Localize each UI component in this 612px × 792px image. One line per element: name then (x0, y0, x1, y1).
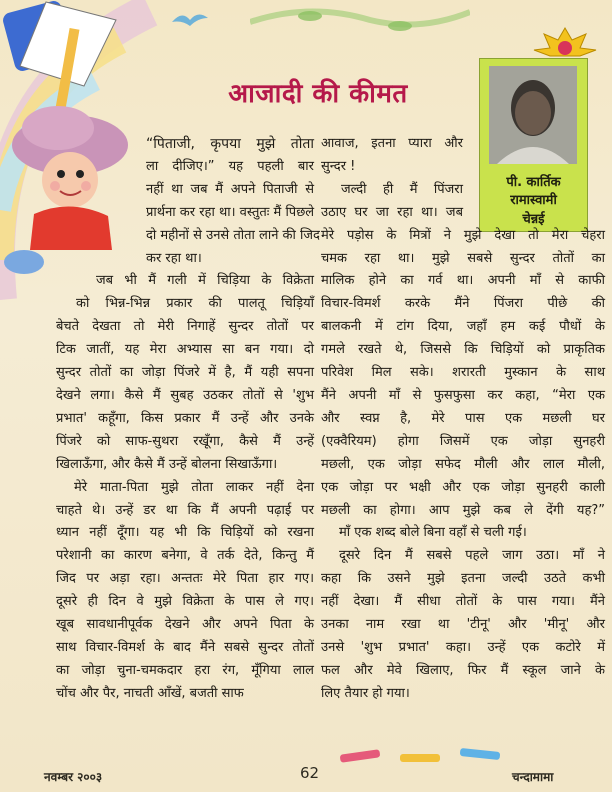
text-line: को भिन्न-भिन्न प्रकार की पालतू चिड़ियाँ (76, 296, 314, 312)
text-line: (एक्वैरियम) होगा जिसमें एक जोड़ा सुनहरी (321, 433, 605, 449)
text-line: कर रहा था। (146, 250, 202, 266)
author-name: पी. कार्तिक (506, 175, 561, 190)
text-line: मछली का होगा। आप मुझे कब ले देंगी यह?” (321, 502, 605, 518)
text-line: उनसे 'शुभ प्रभात' कहा। उन्हें एक कटोरे में (321, 639, 605, 655)
text-line: उनका नाम रखा था 'टीनू' और 'मीनू' और (321, 617, 605, 633)
bird-icon (170, 8, 210, 30)
text-line: परिवेश मिल सके। शरारती मुस्कान के साथ (321, 365, 605, 381)
text-line: जब भी मैं गली में चिड़िया के विक्रेता (96, 273, 314, 289)
leaf-decoration (250, 2, 470, 44)
text-line: नहीं देखा। मैं सीधा तोतों के पास गया। मैंने (321, 594, 605, 610)
text-line: और स्वप्न है, मेरे पास एक मछली घर (321, 410, 605, 426)
text-line: बालकनी में टांग दिया, जहाँ हम कई पौधों के (321, 319, 605, 335)
text-line: माँ एक शब्द बोले बिना वहाँ से चली गई। (339, 525, 527, 541)
author-city: चेन्नई (522, 212, 545, 227)
text-line: टिक जातीं, यह मेरा अभ्यास सा बन गया। दो (56, 342, 314, 358)
text-line: साथ विचार-विमर्श के बाद मैंने सबसे सुन्दर तोतों (56, 639, 314, 655)
text-line: कहा कि उसने मुझे इतना जल्दी उठते कभी (321, 571, 605, 587)
text-line: गमले रखते थे, जिससे कि चिड़ियों को प्राकृतिक (321, 342, 605, 358)
text-line: दूसरे ही दिन वे मुझे विक्रेता के पास ले गए। (56, 594, 314, 610)
text-line: लिए तैयार हो गया। (321, 685, 410, 701)
text-line: मेरे माता-पिता मुझे तोता लाकर नहीं देना (74, 479, 314, 495)
text-line: फल और मेवे खिलाए, फिर मैं स्कूल जाने के (321, 662, 605, 678)
text-line: प्रार्थना कर रहा था। वस्तुतः मैं पिछले (146, 204, 315, 220)
page-number: 62 (300, 764, 320, 782)
text-line: जिद पर अड़ा रहा। अन्ततः मेरे पिता हार गए। (56, 571, 314, 587)
text-line: बेचते देखता तो मेरी निगाहें सुन्दर तोतों पर (56, 319, 314, 335)
text-line: खूब सावधानीपूर्वक देखने और अपने पिता के (56, 617, 314, 633)
text-line: प्रभात' कहूँगा, किस प्रकार मैं उन्हें और उनके (56, 410, 314, 426)
text-line: खिलाऊँगा, और कैसे मैं उन्हें बोलना सिखाऊँगा। (56, 456, 278, 472)
text-line: मालिक होने का गर्व था। अपनी माँ से काफी (321, 273, 605, 289)
text-line: ला दीजिए।” यह पहली बार (146, 158, 314, 174)
text-line: नहीं था जब मैं अपने पिताजी से (146, 181, 314, 197)
text-line: जल्दी ही मैं पिंजरा (341, 181, 463, 197)
text-line: सुन्दर तोतों का जोड़ा पिंजरे में है, मैं यही सपना (56, 365, 314, 381)
left-text-column (56, 133, 320, 706)
text-line: ध्यान नहीं दूँगा। यह भी कि चिड़ियों को रखना (56, 525, 314, 541)
sun-logo-icon (530, 26, 600, 62)
text-line: दो महीनों से उनसे तोता लाने की जिद (146, 227, 320, 243)
text-line: चमक रहा था। मुझे सबसे सुन्दर तोतों का (321, 250, 605, 266)
text-line: “पिताजी, कृपया मुझे तोता (146, 136, 314, 152)
text-line: पिंजरे को साफ-सुथरा रखूँगा, कैसे मैं उन्हें (56, 433, 314, 449)
footer-date: नवम्बर २००३ (44, 770, 103, 784)
right-text-column (321, 133, 605, 706)
text-line: मैंने अपनी माँ से फुसफुसा कर कहा, “मेरा एक (321, 387, 605, 403)
text-line: मछली, एक जोड़ा सफेद मौली और लाल मौली, (321, 456, 605, 472)
text-line: का जोड़ा चुना-चमकदार हरा रंग, मूँगिया लाल (56, 662, 314, 678)
article-title: आजादी की कीमत (228, 79, 408, 109)
text-line: चाहते थे। उन्हें डर था कि मैं अपनी पढ़ाई पर (56, 502, 314, 518)
text-line: देखने लगा। कैसे मैं सुबह उठकर तोतों से 'शुभ (56, 387, 314, 403)
magazine-name: चन्दामामा (512, 770, 554, 784)
text-line: उठाए घर जा रहा था। जब (321, 204, 463, 220)
text-line: एक जोड़ा पर भक्षी और एक जोड़ा सुनहरी काली (321, 479, 605, 495)
text-line: दूसरे दिन मैं सबसे पहले जाग उठा। माँ ने (339, 548, 605, 564)
text-line: आवाज, इतना प्यारा और (321, 136, 463, 151)
text-line: परेशानी का कारण बनेगा, वे तर्क देते, किन्तु मैं (56, 548, 314, 564)
text-line: चोंच और पैर, नाचती आँखें, बजती साफ (56, 685, 244, 701)
text-line: मेरे पड़ोस के मित्रों ने मुझे देखा तो मेरा चेहरा (321, 227, 605, 243)
text-line: सुन्दर ! (321, 158, 356, 174)
crayons-decoration (330, 740, 530, 770)
author-surname: रामास्वामी (510, 193, 557, 208)
text-line: विचार-विमर्श करके मैंने पिंजरा पीछे की (321, 296, 605, 312)
